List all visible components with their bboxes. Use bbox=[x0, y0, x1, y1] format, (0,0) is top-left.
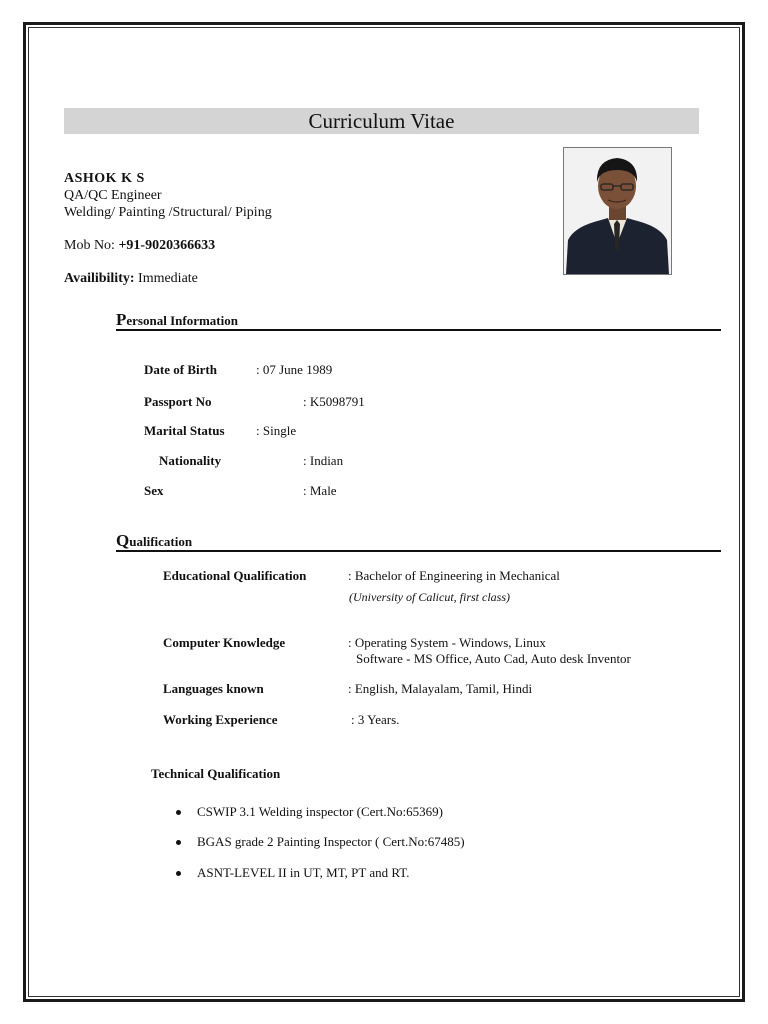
personal-info-heading bbox=[116, 310, 238, 330]
qualification-section-divider bbox=[116, 550, 721, 552]
personal-heading-initial: P bbox=[116, 310, 127, 329]
experience-label: Working Experience bbox=[163, 712, 278, 727]
technical-qualification-heading: Technical Qualification bbox=[151, 766, 281, 781]
technical-item: BGAS grade 2 Painting Inspector ( Cert.No:67485) bbox=[197, 834, 465, 849]
passport-label: Passport No bbox=[144, 394, 212, 409]
qualification-heading-initial: Q bbox=[116, 531, 130, 550]
dob-value: : 07 June 1989 bbox=[256, 362, 333, 377]
languages-label: Languages known bbox=[163, 681, 264, 696]
marital-status-label: Marital Status bbox=[144, 423, 225, 438]
sex-value: : Male bbox=[303, 483, 337, 498]
sex-label: Sex bbox=[144, 483, 164, 498]
qualification-heading-rest: ualification bbox=[129, 534, 193, 549]
profile-photo bbox=[563, 147, 672, 275]
availability-value: Immediate bbox=[138, 271, 198, 286]
technical-item: ASNT-LEVEL II in UT, MT, PT and RT. bbox=[197, 865, 410, 880]
nationality-value: : Indian bbox=[303, 453, 344, 468]
mobile-row bbox=[64, 238, 215, 254]
educational-label: Educational Qualification bbox=[163, 568, 307, 583]
candidate-name: ASHOK K S bbox=[64, 171, 145, 186]
languages-value: : English, Malayalam, Tamil, Hindi bbox=[348, 681, 533, 696]
marital-status-value: : Single bbox=[256, 423, 297, 438]
bullet-icon bbox=[176, 871, 181, 876]
person-portrait-icon bbox=[564, 148, 671, 274]
computer-knowledge-label: Computer Knowledge bbox=[163, 635, 286, 650]
nationality-label: Nationality bbox=[159, 453, 222, 468]
qualification-heading bbox=[116, 531, 192, 551]
educational-note: (University of Calicut, first class) bbox=[349, 590, 510, 604]
educational-value: : Bachelor of Engineering in Mechanical bbox=[348, 568, 560, 583]
availability-label: Availibility: bbox=[64, 271, 135, 286]
experience-value: : 3 Years. bbox=[351, 712, 400, 727]
passport-value: : K5098791 bbox=[303, 394, 365, 409]
bullet-icon bbox=[176, 810, 181, 815]
dob-label: Date of Birth bbox=[144, 362, 217, 377]
availability-row bbox=[64, 271, 198, 287]
computer-knowledge-software: Software - MS Office, Auto Cad, Auto desk Inventor bbox=[356, 651, 631, 666]
bullet-icon bbox=[176, 840, 181, 845]
technical-item: CSWIP 3.1 Welding inspector (Cert.No:65369) bbox=[197, 804, 443, 819]
computer-knowledge-os: : Operating System - Windows, Linux bbox=[348, 635, 546, 650]
candidate-role: QA/QC Engineer bbox=[64, 188, 162, 203]
personal-section-divider bbox=[116, 329, 721, 331]
document-title: Curriculum Vitae bbox=[64, 108, 699, 134]
mobile-label: Mob No: bbox=[64, 238, 115, 253]
personal-heading-rest: ersonal Information bbox=[126, 313, 238, 328]
candidate-specialties: Welding/ Painting /Structural/ Piping bbox=[64, 205, 272, 220]
mobile-number: +91-9020366633 bbox=[118, 238, 216, 253]
